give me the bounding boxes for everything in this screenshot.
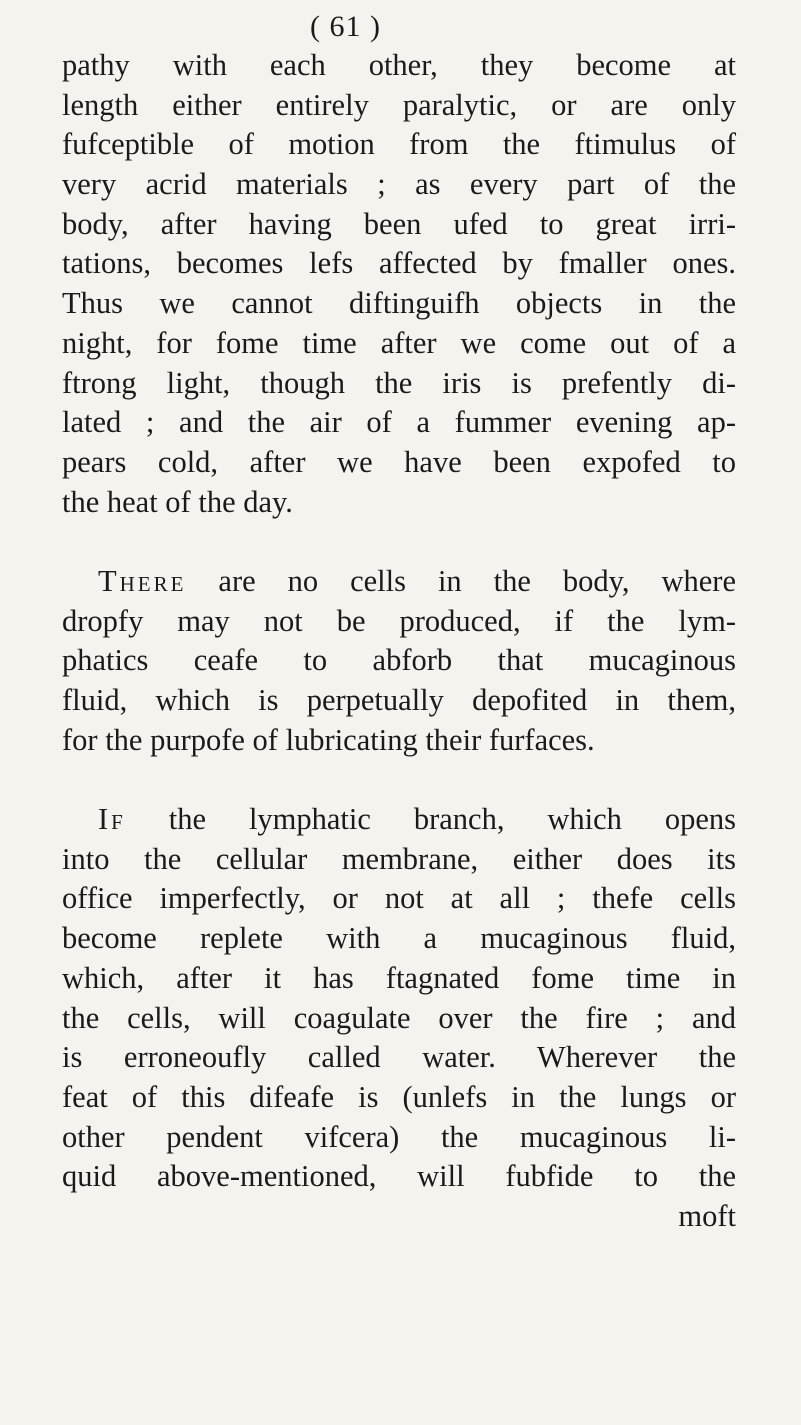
text-line: quid above-mentioned, will fubfide to the bbox=[62, 1159, 736, 1194]
text-line: the cells, will coagulate over the fire ; and bbox=[62, 1000, 736, 1035]
text-line: other pendent vifcera) the mucaginous li- bbox=[62, 1119, 736, 1154]
text-line: into the cellular membrane, either does its bbox=[62, 841, 736, 876]
page-number: ( 61 ) bbox=[310, 10, 381, 43]
text-line: body, after having been ufed to great irri- bbox=[62, 206, 736, 241]
text-line: feat of this difeafe is (unlefs in the lungs or bbox=[62, 1079, 736, 1114]
text-line: lated ; and the air of a fummer evening ap- bbox=[62, 405, 736, 440]
text-line: the heat of the day. bbox=[62, 484, 293, 519]
paragraph-gap bbox=[62, 522, 736, 562]
text-line: phatics ceafe to abforb that mucaginous bbox=[62, 643, 736, 678]
text-line: tations, becomes lefs affected by fmaller ones. bbox=[62, 246, 736, 281]
text-line-rest: are no cells in the body, where bbox=[186, 563, 736, 598]
text-line: which, after it has ftagnated fome time in bbox=[62, 960, 736, 995]
text-line: office imperfectly, or not at all ; thefe cells bbox=[62, 881, 736, 916]
lead-word: There bbox=[98, 563, 187, 598]
text-line: very acrid materials ; as every part of the bbox=[62, 167, 736, 202]
text-line: become replete with a mucaginous fluid, bbox=[62, 921, 736, 956]
text-line: pears cold, after we have been expofed to bbox=[62, 444, 736, 479]
text-line: ftrong light, though the iris is prefently di- bbox=[62, 365, 736, 400]
paragraph-gap bbox=[62, 760, 736, 800]
text-line-rest: the lymphatic branch, which opens bbox=[125, 802, 736, 837]
text-line: fufceptible of motion from the ftimulus of bbox=[62, 127, 736, 162]
lead-word: If bbox=[98, 802, 126, 837]
text-line: length either entirely paralytic, or are only bbox=[62, 87, 736, 122]
text-line: Thus we cannot diftinguifh objects in the bbox=[62, 286, 736, 321]
catchword: moft bbox=[678, 1198, 736, 1233]
text-line bbox=[62, 800, 736, 840]
text-line: dropfy may not be produced, if the lym- bbox=[62, 603, 736, 638]
text-line: is erroneoufly called water. Wherever the bbox=[62, 1040, 736, 1075]
text-line: fluid, which is perpetually depofited in them, bbox=[62, 683, 736, 717]
text-line: pathy with each other, they become at bbox=[62, 48, 736, 82]
text-line bbox=[62, 562, 736, 602]
text-line: for the purpofe of lubricating their furfaces. bbox=[62, 722, 595, 757]
page-body bbox=[62, 46, 736, 1237]
text-line: night, for fome time after we come out of a bbox=[62, 325, 736, 360]
